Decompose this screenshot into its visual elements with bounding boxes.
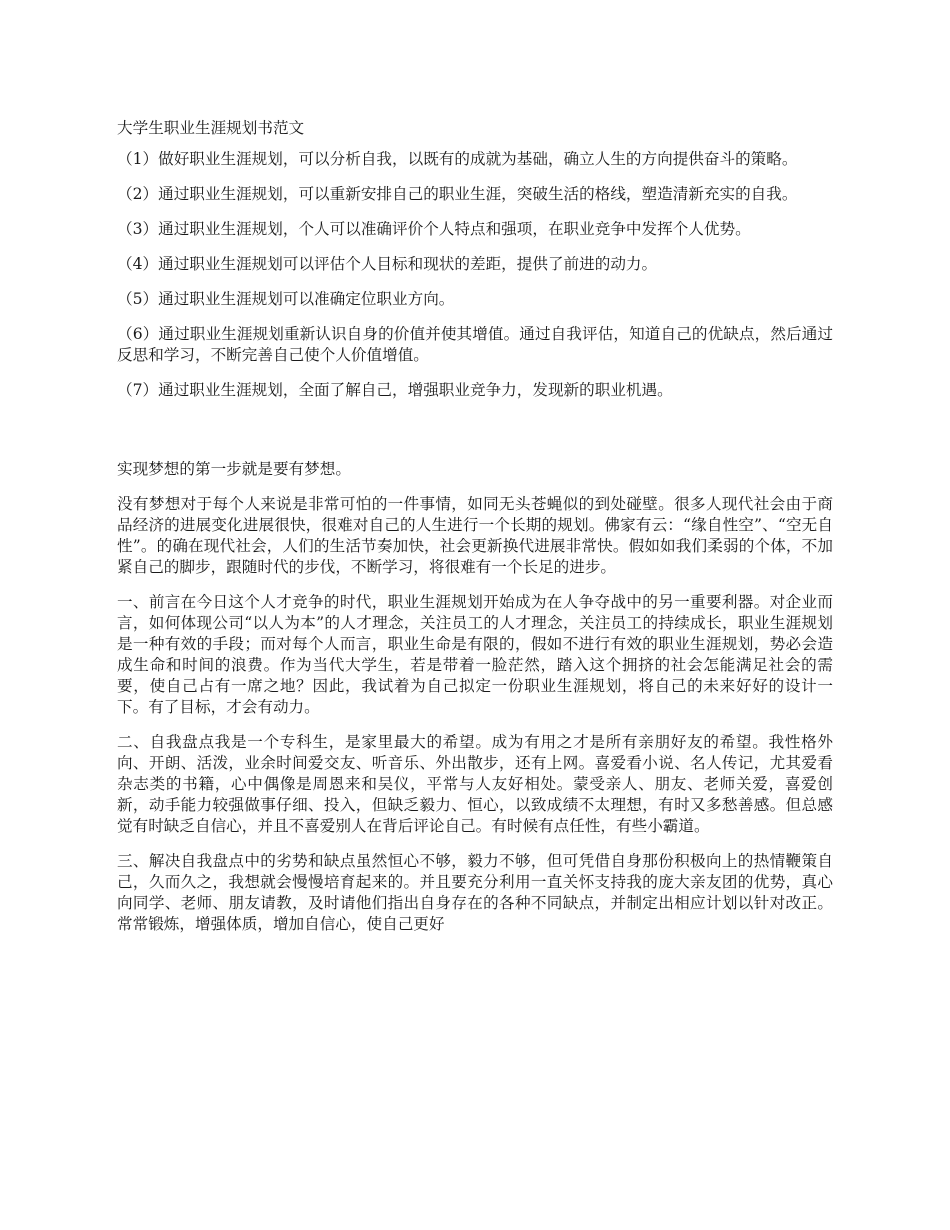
benefit-item-3: （3）通过职业生涯规划，个人可以准确评价个人特点和强项，在职业竞争中发挥个人优势。 xyxy=(117,220,751,238)
body-paragraph-dream: 没有梦想对于每个人来说是非常可怕的一件事情，如同无头苍蝇似的到处碰壁。很多人现代社会由于商品经济的进展变化进展很快，很难对自己的人生进行一个长期的规划。佛家有云：“缘自性空”、“空无自性”。的确在现代社会，人们的生活节奏加快，社会更新换代进展非常快。假如如我们柔弱的个体，不加紧自己的脚步，跟随时代的步伐，不断学习，将很难有一个长足的进步。 xyxy=(117,495,833,576)
benefit-item-4: （4）通过职业生涯规划可以评估个人目标和现状的差距，提供了前进的动力。 xyxy=(117,255,658,273)
body-paragraph-improvement: 三、解决自我盘点中的劣势和缺点虽然恒心不够，毅力不够，但可凭借自身那份积极向上的热情鞭策自己，久而久之，我想就会慢慢培育起来的。并且要充分利用一直关怀支持我的庞大亲友团的优势，真心向同学、老师、朋友请教，及时请他们指出自身存在的各种不同缺点，并制定出相应计划以针对改正。常常锻炼，增强体质，增加自信心，使自己更好 xyxy=(117,852,833,933)
dream-lead: 实现梦想的第一步就是要有梦想。 xyxy=(117,460,351,478)
body-paragraph-preface: 一、前言在今日这个人才竞争的时代，职业生涯规划开始成为在人争夺战中的另一重要利器。对企业而言，如何体现公司“以人为本”的人才理念，关注员工的人才理念，关注员工的持续成长，职业生涯规划是一种有效的手段；而对每个人而言，职业生命是有限的，假如不进行有效的职业生涯规划，势必会造成生命和时间的浪费。作为当代大学生，若是带着一脸茫然，踏入这个拥挤的社会怎能满足社会的需要，使自己占有一席之地？因此，我试着为自己拟定一份职业生涯规划，将自己的未来好好的设计一下。有了目标，才会有动力。 xyxy=(117,593,833,716)
benefit-item-2: （2）通过职业生涯规划，可以重新安排自己的职业生涯，突破生活的格线，塑造清新充实的自我。 xyxy=(117,185,798,203)
benefit-item-1: （1）做好职业生涯规划，可以分析自我，以既有的成就为基础，确立人生的方向提供奋斗的策略。 xyxy=(117,150,798,168)
document-page xyxy=(117,118,833,949)
section-gap xyxy=(117,415,833,459)
body-paragraph-self-inventory: 二、自我盘点我是一个专科生，是家里最大的希望。成为有用之才是所有亲朋好友的希望。我性格外向、开朗、活泼，业余时间爱交友、听音乐、外出散步，还有上网。喜爱看小说、名人传记，尤其爱看杂志类的书籍，心中偶像是周恩来和吴仪，平常与人友好相处。蒙受亲人、朋友、老师关爱，喜爱创新，动手能力较强做事仔细、投入，但缺乏毅力、恒心，以致成绩不太理想，有时又多愁善感。但总感觉有时缺乏自信心，并且不喜爱别人在背后评论自己。有时候有点任性，有些小霸道。 xyxy=(117,733,833,835)
benefit-item-7: （7）通过职业生涯规划，全面了解自己，增强职业竞争力，发现新的职业机遇。 xyxy=(117,381,673,399)
document-title: 大学生职业生涯规划书范文 xyxy=(117,119,305,137)
benefit-item-5: （5）通过职业生涯规划可以准确定位职业方向。 xyxy=(117,290,455,308)
benefit-item-6: （6）通过职业生涯规划重新认识自身的价值并使其增值。通过自我评估，知道自己的优缺点，然后通过反思和学习，不断完善自己使个人价值增值。 xyxy=(117,325,833,364)
